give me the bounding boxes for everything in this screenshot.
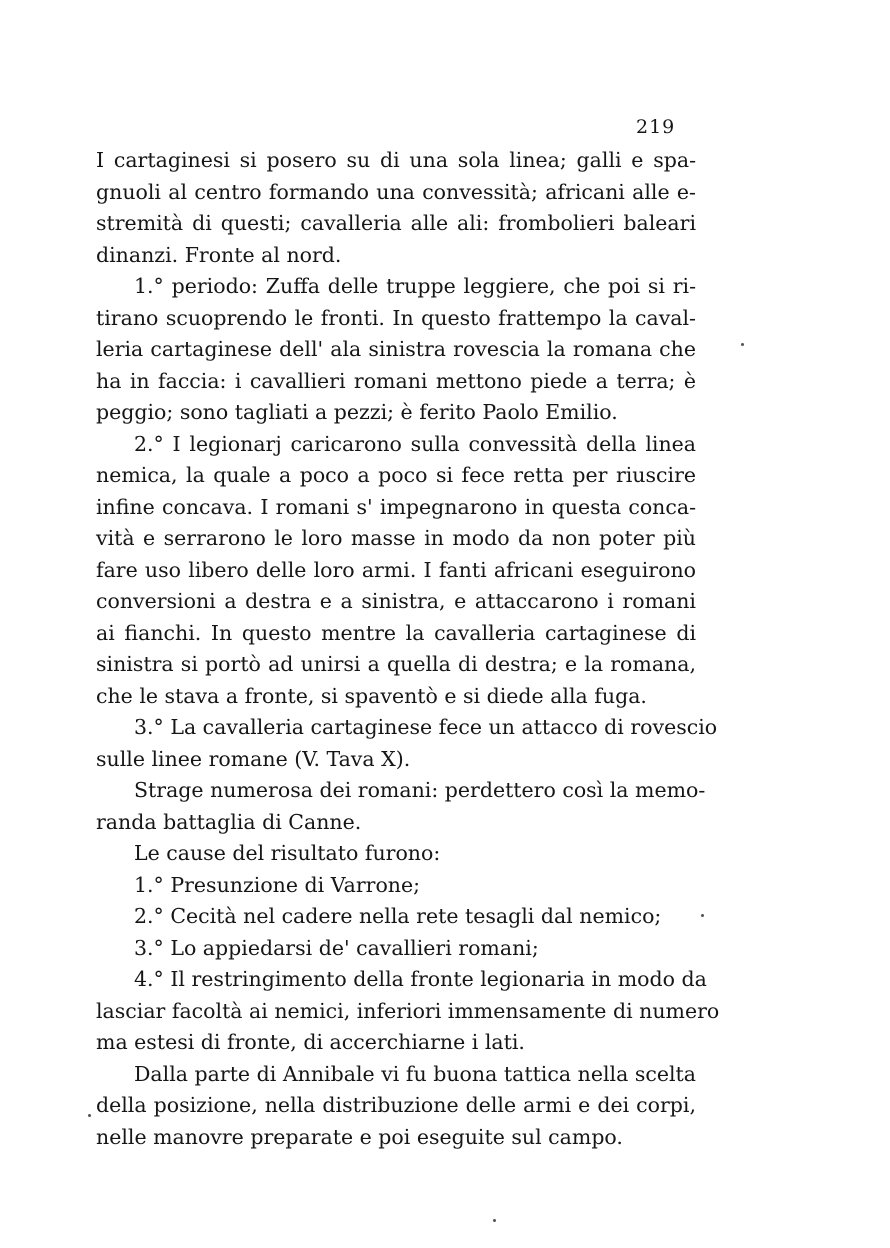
- text-line: sulle linee romane (V. Tava X).: [96, 746, 411, 771]
- text-line: che le stava a fronte, si spaventò e si diede alla fuga.: [96, 683, 647, 708]
- text-line: 2.° Cecità nel cadere nella rete tesagli dal nemico;: [134, 904, 662, 928]
- text-line: nemica, la quale a poco a poco si fece retta per riuscire: [96, 463, 696, 487]
- text-line: randa battaglia di Canne.: [96, 809, 362, 834]
- text-line: nelle manovre preparate e poi eseguite sul campo.: [96, 1124, 623, 1149]
- text-line: 1.° periodo: Zuffa delle truppe leggiere, che poi si ri-: [134, 274, 696, 298]
- text-line: ha in faccia: i cavallieri romani mettono piede a terra; è: [96, 368, 696, 393]
- text-line: lasciar facoltà ai nemici, inferiori immensamente di numero: [96, 998, 720, 1023]
- text-line: Dalla parte di Annibale vi fu buona tattica nella scelta: [134, 1061, 696, 1086]
- text-line: 2.° I legionarj caricarono sulla convessità della linea: [134, 431, 696, 456]
- paper-speck: [88, 1114, 91, 1117]
- text-line: tirano scuoprendo le fronti. In questo frattempo la caval-: [96, 305, 696, 330]
- text-line: della posizione, nella distribuzione delle armi e dei corpi,: [96, 1093, 696, 1117]
- text-line: 1.° Presunzione di Varrone;: [134, 872, 421, 897]
- text-line: ma estesi di fronte, di accerchiarne i lati.: [96, 1030, 525, 1054]
- page-number: 219: [636, 116, 676, 138]
- body-text: [96, 145, 720, 1153]
- paper-speck: [701, 914, 704, 917]
- text-line: peggio; sono tagliati a pezzi; è ferito Paolo Emilio.: [96, 400, 618, 424]
- text-line: stremità di questi; cavalleria alle ali: frombolieri baleari: [96, 211, 696, 235]
- paper-speck: [493, 1219, 496, 1222]
- text-line: ai fianchi. In questo mentre la cavalleria cartaginese di: [96, 620, 696, 645]
- text-line: 3.° Lo appiedarsi de' cavallieri romani;: [134, 935, 539, 960]
- text-line: infine concava. I romani s' impegnarono in questa conca-: [96, 494, 696, 519]
- text-line: Strage numerosa dei romani: perdettero così la memo-: [134, 778, 706, 802]
- paper-speck: [741, 343, 744, 346]
- text-line: leria cartaginese dell' ala sinistra rovescia la romana che: [96, 337, 696, 361]
- text-line: fare uso libero delle loro armi. I fanti africani eseguirono: [96, 557, 696, 582]
- text-line: sinistra si portò ad unirsi a quella di destra; e la romana,: [96, 652, 696, 676]
- text-line: I cartaginesi si posero su di una sola linea; galli e spa-: [96, 148, 696, 172]
- text-line: 3.° La cavalleria cartaginese fece un attacco di rovescio: [134, 715, 718, 739]
- text-line: dinanzi. Fronte al nord.: [96, 242, 342, 267]
- text-line: 4.° Il restringimento della fronte legionaria in modo da: [134, 967, 707, 991]
- text-line: conversioni a destra e a sinistra, e attaccarono i romani: [96, 589, 696, 613]
- text-line: Le cause del risultato furono:: [134, 841, 441, 865]
- text-line: vità e serrarono le loro masse in modo da non poter più: [96, 526, 696, 550]
- text-line: gnuoli al centro formando una convessità; africani alle e-: [96, 179, 696, 204]
